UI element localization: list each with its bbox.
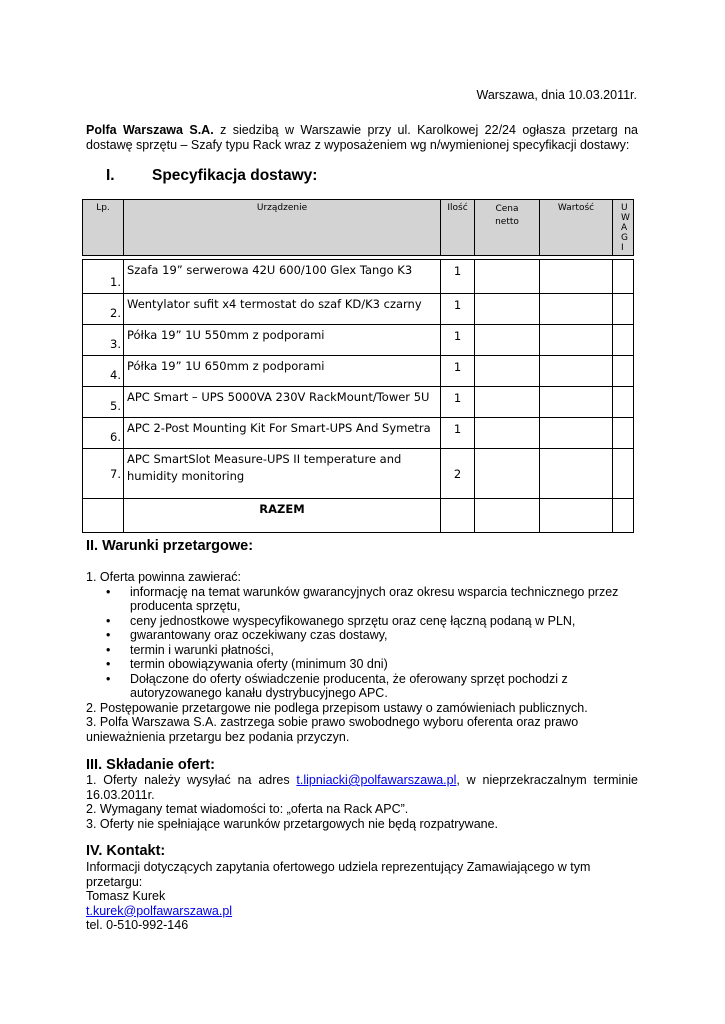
section-3-heading: III. Składanie ofert: [86,757,215,773]
list-item: • gwarantowany oraz oczekiwany czas dostawy, [130,628,638,643]
table-row: 2. Wentylator sufit x4 termostat do szaf KD/K3 czarny 1 [83,294,634,325]
section-2-p2: 2. Postępowanie przetargowe nie podlega przepisom ustawy o zamówieniach publicznych. [86,700,588,715]
section-3-p2: 2. Wymagany temat wiadomości to: „oferta na Rack APC”. [86,802,409,816]
table-row: 4. Półka 19” 1U 650mm z podporami 1 [83,356,634,387]
specification-table [82,199,634,533]
list-item: • termin i warunki płatności, [130,643,638,658]
table-row: 6. APC 2-Post Mounting Kit For Smart-UPS And Symetra 1 [83,418,634,449]
section-2-heading: II. Warunki przetargowe: [86,538,254,554]
section-2-body [86,570,638,744]
header-notes: U W A G I [613,200,634,256]
contact-text: Informacji dotyczących zapytania ofertowego udziela reprezentujący Zamawiającego w tym przetargu: [86,860,591,889]
list-item: • informację na temat warunków gwarancyjnych oraz okresu wsparcia technicznego przez producenta sprzętu, [130,585,638,614]
header-device: Urządzenie [124,200,441,256]
intro-text: z siedzibą w Warszawie przy ul. Karolkowej 22/24 ogłasza przetarg na dostawę sprzętu – Szafy typu Rack wraz z wyposażeniem wg n/wymienionej specyfikacji dostawy: [86,123,639,152]
section-4-body [86,860,638,933]
requirements-list [86,585,638,701]
company-name: Polfa Warszawa S.A. [86,123,214,137]
section-2-p1: 1. Oferta powinna zawierać: [86,570,241,584]
header-value: Wartość [540,200,613,256]
contact-phone: tel. 0-510-992-146 [86,918,189,932]
document-date: Warszawa, dnia 10.03.2011r. [476,88,637,102]
section-2-p3: 3. Polfa Warszawa S.A. zastrzega sobie prawo swobodnego wyboru oferenta oraz prawo unieważnienia przetargu bez podania przyczyn. [86,715,579,744]
list-item: • ceny jednostkowe wyspecyfikowanego sprzętu oraz cenę łączną podaną w PLN, [130,614,638,629]
header-lp: Lp. [83,200,124,256]
section-1-heading [106,167,317,185]
section-3-p1: 1. Oferty należy wysyłać na adres t.lipniacki@polfawarszawa.pl, w nieprzekraczalnym terminie 16.03.2011r. [86,773,638,802]
table-header-row [83,200,634,256]
intro-paragraph [86,123,638,153]
section-1-title: Specyfikacja dostawy: [152,167,318,184]
contact-email-link[interactable]: t.kurek@polfawarszawa.pl [86,903,233,918]
section-3-p3: 3. Oferty nie spełniające warunków przetargowych nie będą rozpatrywane. [86,816,499,831]
table-total-row [83,499,634,533]
header-qty: Ilość [441,200,475,256]
list-item: • termin obowiązywania oferty (minimum 30 dni) [130,657,638,672]
table-row: 5. APC Smart – UPS 5000VA 230V RackMount/Tower 5U 1 [83,387,634,418]
section-4-heading: IV. Kontakt: [86,843,166,859]
offer-email-link[interactable]: t.lipniacki@polfawarszawa.pl [296,773,457,787]
section-3-body [86,773,638,831]
table-row: 3. Półka 19” 1U 550mm z podporami 1 [83,325,634,356]
total-label: RAZEM [124,499,441,533]
contact-name: Tomasz Kurek [86,889,166,903]
table-row: 7. APC SmartSlot Measure-UPS II temperature and humidity monitoring 2 [83,449,634,499]
header-price: Cena netto [475,200,540,256]
list-item: • Dołączone do oferty oświadczenie producenta, że oferowany sprzęt pochodzi z autoryzowanego kanału dystrybucyjnego APC. [130,672,638,701]
table-row: 1. Szafa 19” serwerowa 42U 600/100 Glex Tango K3 1 [83,260,634,294]
section-1-number: I. [106,167,115,184]
